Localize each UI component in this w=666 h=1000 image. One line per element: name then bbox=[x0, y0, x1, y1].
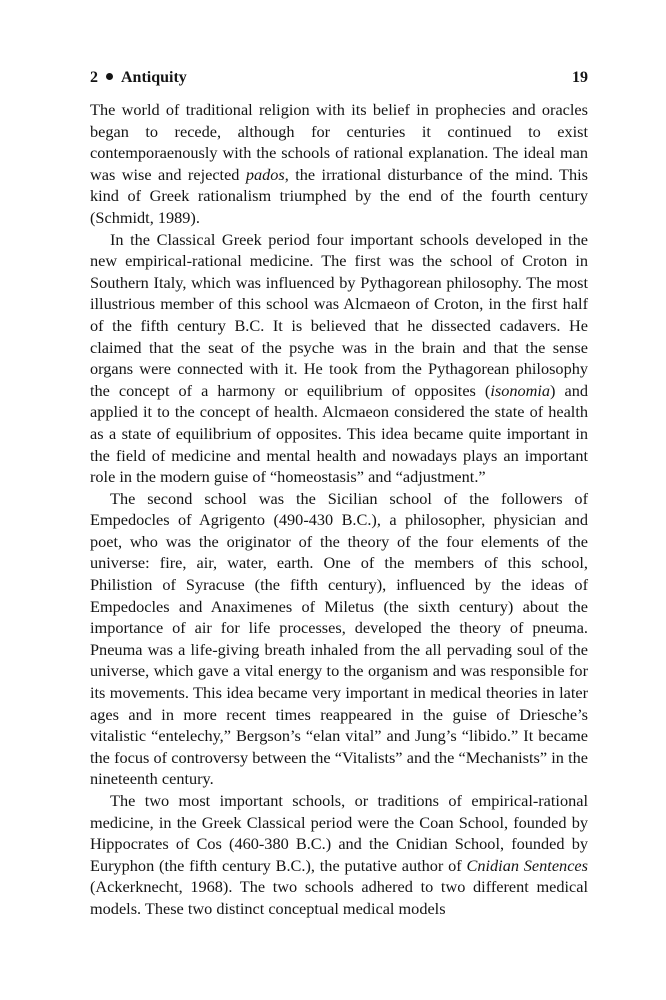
text-run: , the irrational disturbance of the mind. This kind of Greek rationalism triumphed by the end of the fourth century (Schmidt, 1989). bbox=[90, 164, 588, 227]
italic-term: isonomia bbox=[490, 380, 551, 400]
text-run: (Ackerknecht, 1968). The two schools adhered to two different medical models. These two distinct conceptual medical models bbox=[90, 877, 588, 918]
paragraph-3 bbox=[90, 488, 588, 790]
text-run: The two most important schools, or traditions of empirical-rational medicine, in the Greek Classical period were the Coan School, founded by Hippocrates of Cos (460-380 B.C.) and the Cnidian School, founded by Euryphon (the fifth century B.C.), the putative author of bbox=[90, 791, 588, 875]
page-number: 19 bbox=[572, 69, 588, 86]
text-run: In the Classical Greek period four important schools developed in the new empirical-rational medicine. The first was the school of Croton in Southern Italy, which was influenced by Pythagorean philosophy. The most illustrious member of this school was Alcmaeon of Croton, in the first half of the fifth century B.C. It is believed that he dissected cadavers. He claimed that the seat of the psyche was in the brain and that the sense organs were connected with it. He took from the Pythagorean philosophy the concept of a harmony or equilibrium of opposites ( bbox=[90, 229, 588, 400]
chapter-title: Antiquity bbox=[121, 69, 187, 86]
text-run: The second school was the Sicilian school of the followers of Empedocles of Agrigento (490-430 B.C.), a philosopher, physician and poet, who was the originator of the theory of the four elements of the universe: fire, air, water, earth. One of the members of this school, Philistion of Syracuse (the fifth century), influenced by the ideas of Empedocles and Anaximenes of Miletus (the sixth century) about the importance of air for life processes, developed the theory of pneuma. Pneuma was a life-giving breath inhaled from the all pervading soul of the universe, which gave a vital energy to the organism and was responsible for its movements. This idea became very important in medical theories in later ages and in more recent times reappeared in the guise of Driesche’s vitalistic “entelechy,” Bergson’s “elan vital” and Jung’s “libido.” It became the focus of controversy between the “Vitalists” and the “Mechanists” in the nineteenth century. bbox=[90, 488, 588, 789]
italic-term: Cnidian Sentences bbox=[466, 855, 588, 875]
paragraph-4 bbox=[90, 790, 588, 920]
body-text bbox=[90, 99, 588, 920]
running-head bbox=[90, 68, 588, 88]
paragraph-1 bbox=[90, 99, 588, 229]
paragraph-2 bbox=[90, 229, 588, 488]
bullet-icon bbox=[106, 73, 113, 80]
chapter-heading bbox=[90, 68, 187, 88]
italic-term: pados bbox=[245, 164, 285, 184]
chapter-number: 2 bbox=[90, 69, 98, 86]
text-run: ) and applied it to the concept of health. Alcmaeon considered the state of health as a state of equilibrium of opposites. This idea became quite important in the field of medicine and mental health and nowadays plays an important role in the modern guise of “homeostasis” and “adjustment.” bbox=[90, 380, 588, 487]
book-page bbox=[90, 68, 588, 920]
text-run: The world of traditional religion with its belief in prophecies and oracles began to recede, although for centuries it continued to exist contemporaenously with the schools of rational explanation. The ideal man was wise and rejected bbox=[90, 100, 588, 184]
